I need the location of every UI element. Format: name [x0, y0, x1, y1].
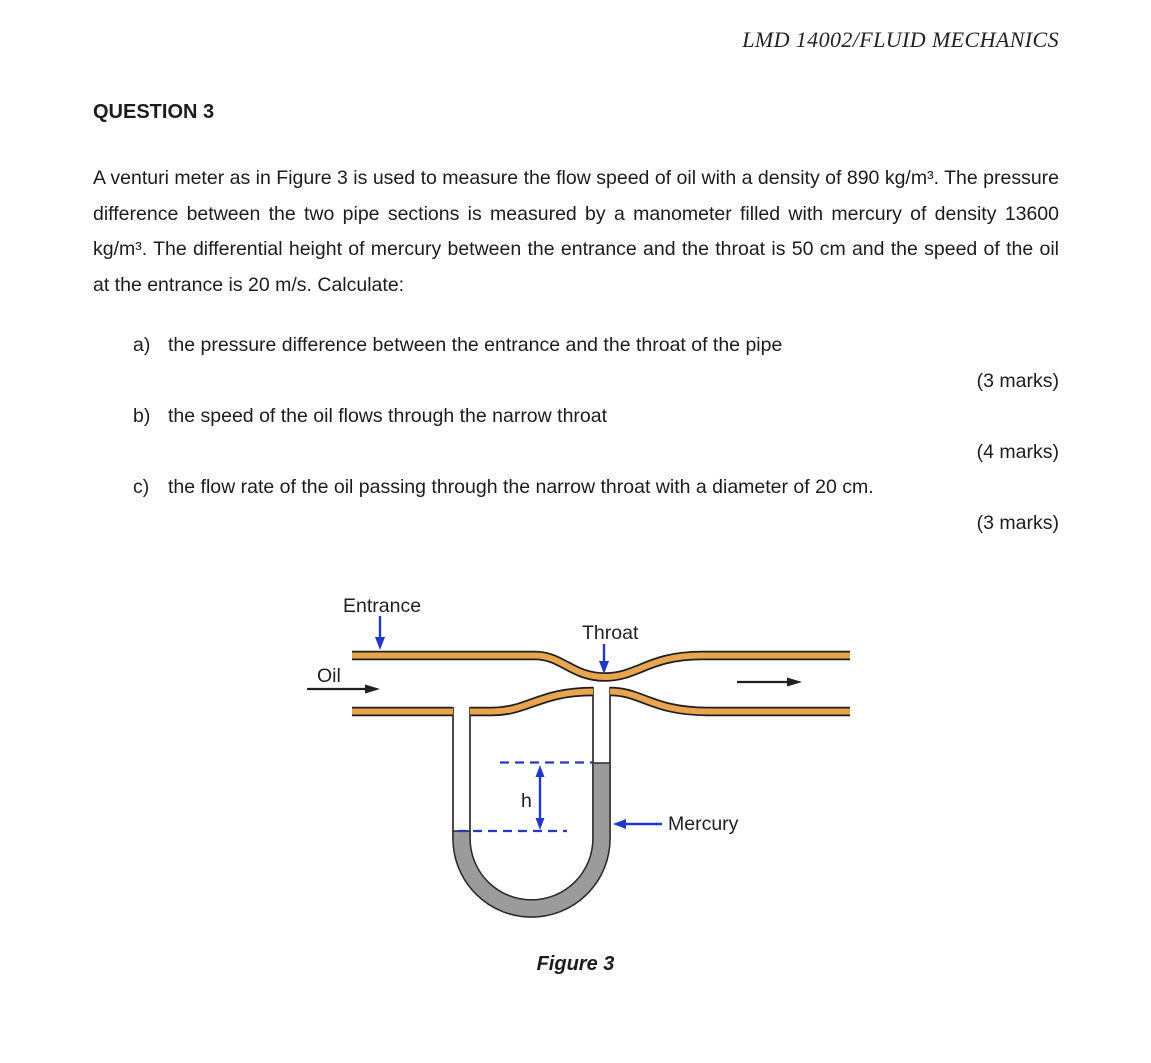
pipe-bottom-wall — [352, 692, 850, 712]
oil-arrow-head — [365, 685, 380, 694]
venturi-figure — [300, 580, 880, 980]
figure-caption: Figure 3 — [536, 953, 615, 975]
part-b-marks: (4 marks) — [976, 440, 1059, 463]
question-parts — [93, 328, 1059, 541]
part-c-text: the flow rate of the oil passing through the narrow throat with a diameter of 20 cm. — [168, 476, 874, 498]
entrance-arrow — [375, 616, 385, 650]
part-b — [93, 399, 1059, 435]
venturi-diagram — [300, 580, 880, 980]
entrance-arrow-head — [375, 637, 385, 650]
oil-label: Oil — [317, 665, 341, 687]
h-dimension-arrow — [536, 765, 545, 830]
h-label: h — [521, 790, 532, 812]
part-c — [93, 470, 1059, 506]
downstream-flow-arrow — [737, 678, 802, 687]
mercury-label: Mercury — [668, 813, 739, 835]
part-a-text: the pressure difference between the entrance and the throat of the pipe — [168, 334, 783, 356]
part-c-marks: (3 marks) — [976, 511, 1059, 534]
pipe-bottom-wall-mid-fill — [470, 692, 593, 712]
throat-arrow-head — [599, 661, 609, 674]
part-a — [93, 328, 1059, 364]
entrance-label: Entrance — [343, 595, 422, 617]
part-a-marks: (3 marks) — [976, 369, 1059, 392]
mercury-arrow-head — [613, 819, 626, 829]
throat-label: Throat — [582, 622, 639, 644]
h-arrow-head-up — [536, 765, 545, 777]
question-intro: A venturi meter as in Figure 3 is used to measure the flow speed of oil with a density of 890 kg/m³. The pressure difference between the two pipe sections is measured by a manometer filled with mercury of density 13600 kg/m³. The differential height of mercury between the entrance and the throat is 50 cm and the speed of the oil at the entrance is 20 m/s. Calculate: — [93, 167, 1059, 296]
mercury-pointer-arrow — [613, 819, 662, 829]
flow-arrow-head — [787, 678, 802, 687]
pipe-top-wall-outline — [352, 656, 850, 678]
mercury-column — [453, 763, 610, 917]
throat-arrow — [599, 644, 609, 674]
part-a-label: a) — [133, 334, 151, 356]
part-c-label: c) — [133, 476, 150, 498]
pipe-top-wall — [352, 656, 850, 678]
part-b-text: the speed of the oil flows through the narrow throat — [168, 405, 608, 427]
part-b-label: b) — [133, 405, 151, 427]
h-arrow-head-down — [536, 818, 545, 830]
course-header: LMD 14002/FLUID MECHANICS — [742, 27, 1059, 52]
pipe-bottom-wall-right-fill — [610, 692, 850, 712]
question-title: QUESTION 3 — [93, 101, 215, 123]
